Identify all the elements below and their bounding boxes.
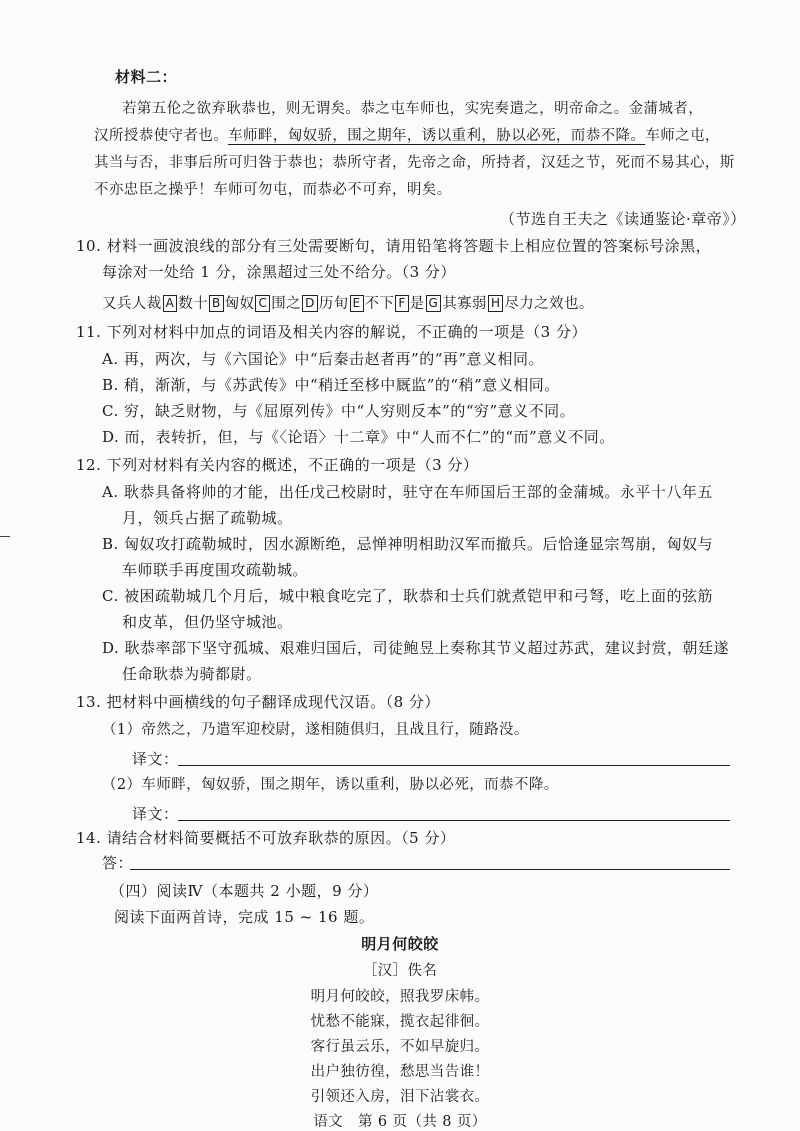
q12-option-b-line-1: B. 匈奴攻打疏勒城时，因水源断绝，忌惮神明相助汉军而撤兵。后恰逢显宗驾崩，匈奴与 [102, 535, 714, 553]
q12-option-c-line-1: C. 被困疏勒城几个月后，城中粮食吃完了，耿恭和士兵们就煮铠甲和弓弩，吃上面的弦筋 [102, 587, 713, 605]
answer-box-f[interactable]: F [395, 295, 408, 312]
q13-translation-label-1: 译文： [132, 750, 179, 768]
margin-mark [0, 536, 10, 537]
poem-line-1: 明月何皎皎，照我罗床帏。 [310, 989, 490, 1005]
material2-line-4: 不亦忠臣之操乎！车师可勿屯，而恭必不可弃，明矣。 [94, 182, 452, 198]
poem-line-5: 引领还入房，泪下沾裳衣。 [310, 1089, 490, 1105]
q13-translation-label-2: 译文： [132, 805, 179, 823]
reading4-section-title: （四）阅读Ⅳ（本题共 2 小题，9 分） [110, 882, 379, 900]
q14-stem: 14. 请结合材料简要概括不可放弃耿恭的原因。（5 分） [76, 829, 456, 847]
q11-option-b: B. 稍，渐渐，与《苏武传》中“稍迁至栘中厩监”的“稍”意义相同。 [102, 376, 560, 394]
poem-line-4: 出户独彷徨，愁思当告谁！ [310, 1064, 490, 1080]
q12-option-c-line-2: 和皮革，但仍坚守城池。 [122, 613, 293, 631]
q10-sentence: 又兵人裁 A 数十 B 匈奴 C 围之 D 历旬 E 不下 F 是 G 其寡弱 H 尽力之效也。 [102, 296, 594, 312]
q10-stem-2: 每涂对一处给 1 分，涂黑超过三处不给分。（3 分） [102, 263, 456, 281]
page-footer: 语文 第 6 页（共 8 页） [313, 1114, 487, 1130]
reading4-instruction: 阅读下面两首诗，完成 15 ~ 16 题。 [114, 908, 375, 926]
answer-box-h[interactable]: H [488, 295, 503, 312]
poem-title: 明月何皎皎 [361, 935, 439, 953]
q12-option-a-line-2: 月，领兵占据了疏勒城。 [122, 509, 293, 527]
material2-line-3: 其当与否，非事后所可归咎于恭也；恭所守者，先帝之命，所持者，汉廷之节，死而不易其心，斯 [94, 155, 735, 171]
poem-author: ［汉］佚名 [362, 963, 438, 979]
q11-option-a: A. 再，两次，与《六国论》中“后秦击赵者再”的“再”意义相同。 [102, 350, 545, 368]
q10-stem-1: 10. 材料一画波浪线的部分有三处需要断句，请用铅笔将答题卡上相应位置的答案标号涂黑， [76, 237, 712, 255]
q12-option-d-line-2: 任命耿恭为骑都尉。 [122, 665, 262, 683]
q13-answer-line-1[interactable] [178, 765, 730, 766]
q14-answer-label: 答： [102, 854, 134, 872]
q12-option-a-line-1: A. 耿恭具备将帅的才能，出任戊己校尉时，驻守在车师国后王部的金蒲城。永平十八年五 [102, 483, 713, 501]
material2-line-2: 汉所授恭使守者也。车师畔，匈奴骄，围之期年，诱以重利，胁以必死，而恭不降。车师之屯， [94, 128, 720, 144]
answer-box-d[interactable]: D [302, 295, 318, 312]
poem-line-2: 忧愁不能寐，揽衣起徘徊。 [310, 1014, 490, 1030]
q12-stem: 12. 下列对材料有关内容的概述，不正确的一项是（3 分） [76, 456, 479, 474]
answer-box-c[interactable]: C [255, 295, 270, 312]
underlined-sentence: 车师畔，匈奴骄，围之期年，诱以重利，胁以必死，而恭不降。 [228, 128, 646, 144]
q13-answer-line-2[interactable] [178, 820, 730, 821]
q14-answer-line[interactable] [130, 869, 730, 870]
q13-stem: 13. 把材料中画横线的句子翻译成现代汉语。（8 分） [76, 693, 440, 711]
poem-line-3: 客行虽云乐，不如早旋归。 [310, 1039, 490, 1055]
q13-item-2: （2）车师畔，匈奴骄，围之期年，诱以重利，胁以必死，而恭不降。 [102, 777, 559, 793]
answer-box-a[interactable]: A [163, 295, 178, 312]
q11-stem: 11. 下列对材料中加点的词语及相关内容的解说，不正确的一项是（3 分） [76, 323, 587, 341]
answer-box-e[interactable]: E [350, 295, 364, 312]
answer-box-g[interactable]: G [426, 295, 442, 312]
q12-option-b-line-2: 车师联手再度围攻疏勒城。 [122, 561, 309, 579]
q13-item-1: （1）帝然之，乃遣军迎校尉，遂相随俱归，且战且行，随路没。 [102, 722, 529, 738]
material2-heading: 材料二： [115, 68, 178, 86]
answer-box-b[interactable]: B [209, 295, 224, 312]
q11-option-c: C. 穷，缺乏财物，与《屈原列传》中“人穷则反本”的“穷”意义不同。 [102, 402, 576, 420]
material2-source: （节选自王夫之《读通鉴论·章帝》） [500, 210, 746, 228]
q11-option-d: D. 而，表转折，但，与《〈论语〉十二章》中“人而不仁”的“而”意义不同。 [102, 428, 615, 446]
material2-line-1: 若第五伦之欲弃耿恭也，则无谓矣。恭之屯车师也，实宪奏遣之，明帝命之。金蒲城者， [122, 101, 704, 117]
q12-option-d-line-1: D. 耿恭率部下坚守孤城、艰难归国后，司徒鲍昱上奏称其节义超过苏武，建议封赏，朝廷遂 [102, 639, 730, 657]
